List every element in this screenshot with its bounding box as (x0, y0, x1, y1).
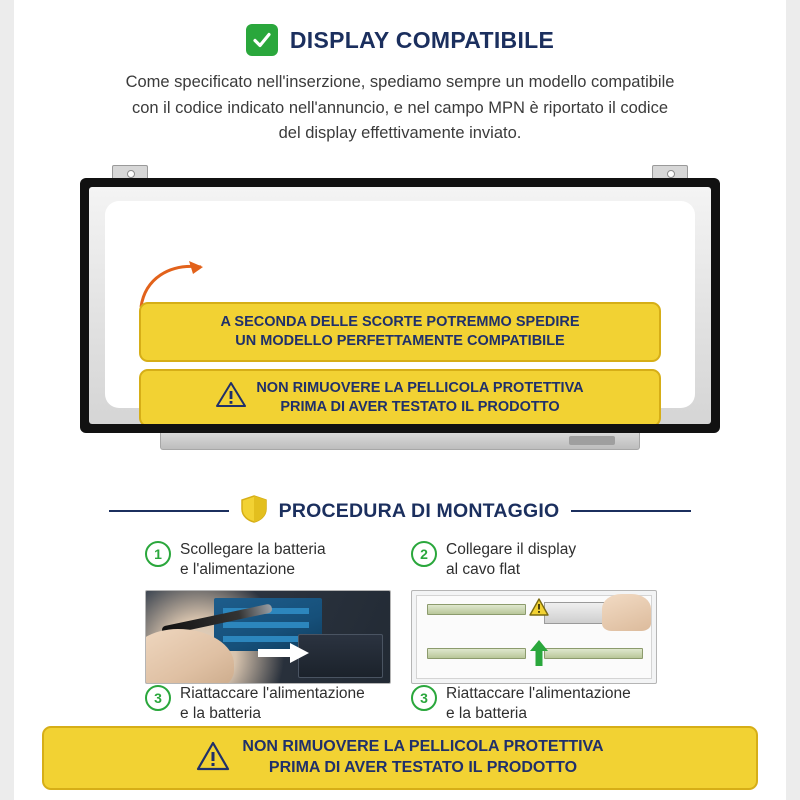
step-text (180, 684, 365, 724)
green-up-arrow-icon (529, 640, 549, 666)
header (14, 0, 786, 56)
procedure-column-2 (411, 540, 655, 728)
left-margin-band (0, 0, 14, 800)
footer-warning-line1: NON RIMUOVERE LA PELLICOLA PROTETTIVA (242, 738, 604, 756)
check-icon (246, 24, 278, 56)
curved-arrow-icon (135, 257, 215, 309)
footer-warning-note (42, 726, 758, 790)
footer-warning-text (242, 737, 603, 779)
step-text-line1: Riattaccare l'alimentazione (446, 684, 631, 702)
warning-triangle-icon (529, 598, 549, 621)
step-number: 3 (145, 685, 171, 711)
flat-cable-strip (427, 648, 527, 659)
procedure-title: PROCEDURA DI MONTAGGIO (278, 499, 560, 522)
procedure-column-1 (145, 540, 389, 728)
step-text-line2: al cavo flat (446, 560, 521, 578)
hand-shape (602, 594, 651, 631)
procedure-steps (14, 540, 786, 728)
step-text-line2: e l'alimentazione (180, 560, 295, 578)
photo-flat-cable (411, 590, 657, 684)
step-text-line1: Collegare il display (446, 540, 577, 558)
step-text-line2: e la batteria (180, 704, 261, 722)
step-text-line1: Scollegare la batteria (180, 540, 326, 558)
compatibility-note-line1: A SECONDA DELLE SCORTE POTREMMO SPEDIRE (220, 313, 580, 330)
lcd-panel-surface (89, 187, 711, 424)
intro-paragraph: Come specificato nell'inserzione, spediamo sempre un modello compatibile con il codice indicato nell'annuncio, e nel campo MPN è riportato il codice del display effettivamente inviato. (125, 73, 675, 143)
step-number: 1 (145, 541, 171, 567)
right-margin-band (786, 0, 800, 800)
film-warning-note (139, 369, 661, 424)
footer-warning-line2: PRIMA DI AVER TESTATO IL PRODOTTO (268, 759, 578, 777)
display-illustration (80, 165, 720, 465)
lcd-panel (80, 178, 720, 433)
panel-bottom-connector (160, 433, 640, 450)
step-text-line1: Riattaccare l'alimentazione (180, 684, 365, 702)
step-row (145, 684, 389, 728)
shield-icon (241, 495, 267, 528)
film-warning-text (256, 379, 583, 417)
step-number: 3 (411, 685, 437, 711)
divider-left (109, 510, 229, 512)
procedure-header (14, 495, 786, 528)
film-warning-line1: NON RIMUOVERE LA PELLICOLA PROTETTIVA (256, 379, 584, 396)
page-title: DISPLAY COMPATIBILE (289, 26, 555, 53)
step-text (446, 540, 576, 580)
warning-triangle-icon (216, 381, 246, 414)
step-text (446, 684, 631, 724)
step-row (411, 684, 655, 728)
step-text-line2: e la batteria (446, 704, 527, 722)
battery-shape (298, 634, 383, 678)
step-row (411, 540, 655, 584)
content-area (14, 0, 786, 800)
photo-laptop-internals (145, 590, 391, 684)
compatibility-note-line2: UN MODELLO PERFETTAMENTE COMPATIBILE (235, 332, 565, 349)
white-arrow-icon (258, 642, 310, 664)
film-warning-line2: PRIMA DI AVER TESTATO IL PRODOTTO (280, 398, 560, 415)
warning-triangle-icon (196, 741, 230, 776)
divider-right (571, 510, 691, 512)
flat-cable-strip (544, 648, 644, 659)
flat-cable-strip (427, 604, 527, 615)
step-row (145, 540, 389, 584)
step-text (180, 540, 326, 580)
compatibility-note (139, 302, 661, 362)
step-number: 2 (411, 541, 437, 567)
